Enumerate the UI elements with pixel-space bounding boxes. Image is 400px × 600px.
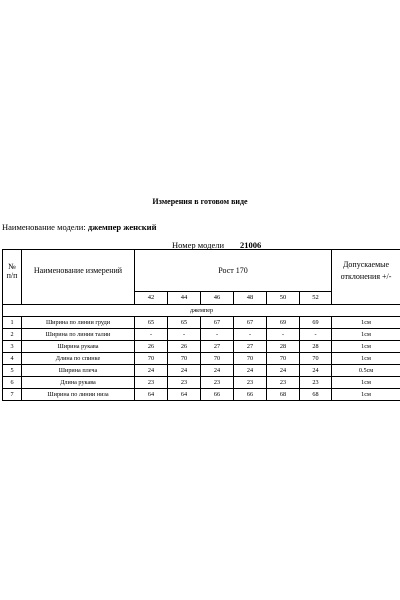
- measurement-value: 64: [168, 388, 201, 400]
- size-cell: 42: [135, 291, 168, 304]
- row-number: 1: [3, 316, 22, 328]
- category-label: джемпер: [3, 304, 400, 316]
- measurement-name: Длина рукава: [22, 376, 135, 388]
- measurement-value: 24: [234, 364, 267, 376]
- size-cell: 50: [267, 291, 300, 304]
- measurement-value: 70: [267, 352, 300, 364]
- size-cell: 48: [234, 291, 267, 304]
- measurement-value: 70: [135, 352, 168, 364]
- sizes-row: [3, 291, 400, 304]
- table-row: [3, 352, 400, 364]
- header-row: [3, 250, 400, 292]
- measurement-value: 24: [135, 364, 168, 376]
- measurement-value: 24: [168, 364, 201, 376]
- measurement-value: 67: [201, 316, 234, 328]
- model-name-line: [2, 222, 156, 232]
- table-row: [3, 328, 400, 340]
- measurement-name: Ширина плеча: [22, 364, 135, 376]
- measurement-value: 23: [267, 376, 300, 388]
- measurement-value: 28: [300, 340, 332, 352]
- size-cell: 46: [201, 291, 234, 304]
- tolerance-value: 0.5см: [332, 364, 400, 376]
- tolerance-header: Допускаемые отклонения +/-: [332, 250, 400, 292]
- row-number: 5: [3, 364, 22, 376]
- measurement-value: 27: [201, 340, 234, 352]
- number-abbrev: п/п: [6, 270, 18, 280]
- measurement-value: 70: [234, 352, 267, 364]
- measurement-value: -: [201, 328, 234, 340]
- measurement-value: -: [234, 328, 267, 340]
- model-number-label: Номер модели: [172, 240, 225, 250]
- sizes-row-blank-name: [22, 291, 135, 304]
- measurement-value: 24: [267, 364, 300, 376]
- measurement-value: 23: [201, 376, 234, 388]
- category-row: [3, 304, 400, 316]
- tolerance-value: 1см: [332, 388, 400, 400]
- model-name-value: джемпер женский: [87, 222, 157, 232]
- tolerance-value: 1см: [332, 340, 400, 352]
- tolerance-value: 1см: [332, 376, 400, 388]
- measurement-value: 23: [234, 376, 267, 388]
- row-number: 2: [3, 328, 22, 340]
- tolerance-value: 1см: [332, 328, 400, 340]
- measurement-value: 65: [135, 316, 168, 328]
- measurement-value: 68: [267, 388, 300, 400]
- measurement-value: 69: [300, 316, 332, 328]
- measurement-value: 23: [300, 376, 332, 388]
- measurement-name: Ширина по линии низа: [22, 388, 135, 400]
- row-number: 7: [3, 388, 22, 400]
- measurement-value: -: [267, 328, 300, 340]
- model-number-value: 21006: [240, 240, 262, 250]
- measurement-value: 65: [168, 316, 201, 328]
- table-row: [3, 340, 400, 352]
- measurement-name: Ширина по линии груди: [22, 316, 135, 328]
- sizes-row-blank-tol: [332, 291, 400, 304]
- measurement-value: 70: [201, 352, 234, 364]
- size-cell: 44: [168, 291, 201, 304]
- measurement-value: 67: [234, 316, 267, 328]
- measurement-value: 24: [300, 364, 332, 376]
- row-number: 3: [3, 340, 22, 352]
- measurement-name: Длина по спинке: [22, 352, 135, 364]
- measurement-value: 26: [135, 340, 168, 352]
- measurement-value: 27: [234, 340, 267, 352]
- number-column-header: [3, 250, 22, 292]
- table-row: [3, 316, 400, 328]
- measurement-value: 70: [168, 352, 201, 364]
- number-sign: №: [8, 261, 16, 271]
- measurements-table: [2, 249, 400, 401]
- model-name-label: Наименование модели:: [2, 222, 86, 232]
- table-row: [3, 376, 400, 388]
- measurement-value: 26: [168, 340, 201, 352]
- measurement-value: 69: [267, 316, 300, 328]
- measurement-value: 64: [135, 388, 168, 400]
- measurement-value: 24: [201, 364, 234, 376]
- tolerance-value: 1см: [332, 316, 400, 328]
- row-number: 4: [3, 352, 22, 364]
- measurement-value: 66: [234, 388, 267, 400]
- document-title: Измерения в готовом виде: [152, 197, 248, 206]
- measurement-value: -: [168, 328, 201, 340]
- height-header: Рост 170: [135, 250, 332, 292]
- measurement-value: 28: [267, 340, 300, 352]
- name-column-header: Наименование измерений: [22, 250, 135, 292]
- row-number: 6: [3, 376, 22, 388]
- measurement-value: -: [300, 328, 332, 340]
- measurement-name: Ширина по линии талии: [22, 328, 135, 340]
- table-row: [3, 388, 400, 400]
- sizes-row-blank-num: [3, 291, 22, 304]
- measurement-value: 23: [168, 376, 201, 388]
- measurement-name: Ширина рукава: [22, 340, 135, 352]
- measurement-value: 70: [300, 352, 332, 364]
- measurement-value: 23: [135, 376, 168, 388]
- measurement-value: 68: [300, 388, 332, 400]
- table-row: [3, 364, 400, 376]
- measurement-value: -: [135, 328, 168, 340]
- size-cell: 52: [300, 291, 332, 304]
- measurement-value: 66: [201, 388, 234, 400]
- tolerance-value: 1см: [332, 352, 400, 364]
